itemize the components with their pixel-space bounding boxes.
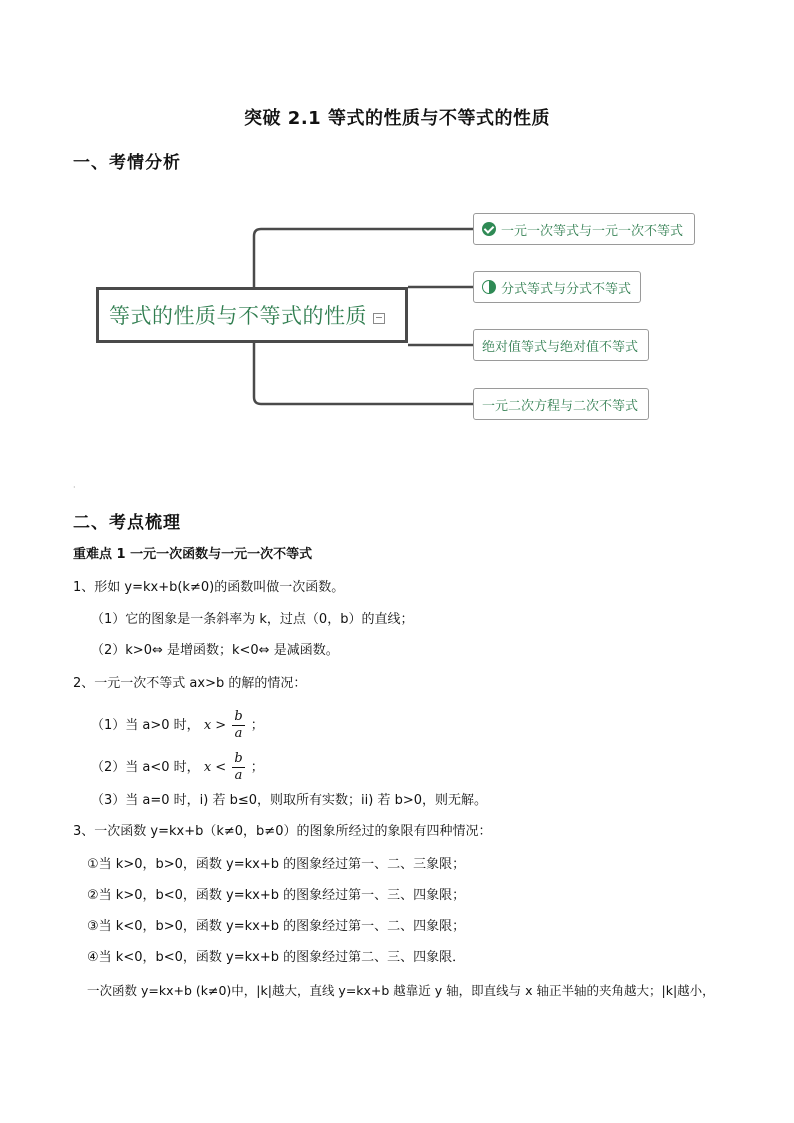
paragraph-mark: · bbox=[73, 483, 76, 492]
fraction bbox=[232, 710, 244, 741]
quadrant-case-4: ④当 k<0，b<0，函数 y=kx+b 的图象经过第二、三、四象限． bbox=[87, 950, 466, 965]
mindmap-node-absolute[interactable] bbox=[473, 329, 649, 361]
fraction-numerator: b bbox=[234, 751, 243, 766]
mindmap-branch-4 bbox=[254, 343, 473, 404]
semicolon: ； bbox=[250, 760, 264, 775]
half-circle-icon bbox=[482, 280, 496, 294]
mindmap-node-label: 绝对值等式与绝对值不等式 bbox=[482, 339, 639, 355]
section-heading-analysis: 一、考情分析 bbox=[73, 153, 181, 173]
page-title: 突破 2.1 等式的性质与不等式的性质 bbox=[244, 108, 550, 129]
note-icon[interactable] bbox=[373, 313, 385, 324]
mindmap-root-label: 等式的性质与不等式的性质 bbox=[109, 304, 367, 328]
slope-note: 一次函数 y=kx+b (k≠0)中，|k|越大，直线 y=kx+b 越靠近 y 轴，即直线与 x 轴正半轴的夹角越大；|k|越小， bbox=[87, 983, 715, 998]
case-a-zero: （3）当 a=0 时，i) 若 b≤0，则取所有实数；ii) 若 b>0，则无解。 bbox=[91, 793, 488, 808]
fraction bbox=[232, 752, 244, 783]
mindmap-node-label: 分式等式与分式不等式 bbox=[501, 281, 632, 297]
math-expression: x < bbox=[203, 760, 227, 775]
section-heading-review: 二、考点梳理 bbox=[73, 513, 181, 533]
fraction-denominator: a bbox=[234, 768, 243, 783]
mindmap-node-quadratic[interactable] bbox=[473, 388, 649, 420]
fraction-denominator: a bbox=[234, 726, 243, 741]
key-point-heading: 重难点 1 一元一次函数与一元一次不等式 bbox=[73, 547, 313, 562]
property-line-1: （1）它的图象是一条斜率为 k，过点（0，b）的直线； bbox=[91, 612, 414, 627]
quadrant-intro: 3、一次函数 y=kx+b（k≠0，b≠0）的图象所经过的象限有四种情况： bbox=[73, 824, 492, 839]
case-label: （1）当 a>0 时， bbox=[91, 718, 200, 733]
mindmap-node-label: 一元一次等式与一元一次不等式 bbox=[501, 223, 684, 239]
definition-line: 1、形如 y=kx+b(k≠0)的函数叫做一次函数。 bbox=[73, 580, 345, 595]
inequality-intro: 2、一元一次不等式 ax>b 的解的情况： bbox=[73, 676, 307, 691]
fraction-numerator: b bbox=[234, 709, 243, 724]
mindmap-root-node[interactable] bbox=[96, 287, 408, 343]
mindmap-node-fraction[interactable] bbox=[473, 271, 641, 303]
property-line-2: （2）k>0⇔ 是增函数；k<0⇔ 是减函数。 bbox=[91, 643, 339, 658]
mindmap-branch-1 bbox=[254, 229, 473, 287]
case-label: （2）当 a<0 时， bbox=[91, 760, 200, 775]
mindmap-node-label: 一元二次方程与二次不等式 bbox=[482, 398, 639, 414]
semicolon: ； bbox=[250, 718, 264, 733]
quadrant-case-3: ③当 k<0，b>0，函数 y=kx+b 的图象经过第一、二、四象限； bbox=[87, 919, 466, 934]
case-a-negative bbox=[91, 752, 264, 783]
case-a-positive bbox=[91, 710, 264, 741]
quadrant-case-2: ②当 k>0，b<0，函数 y=kx+b 的图象经过第一、三、四象限； bbox=[87, 888, 466, 903]
check-circle-icon bbox=[482, 222, 496, 236]
mindmap-node-linear[interactable] bbox=[473, 213, 695, 245]
math-expression: x > bbox=[203, 718, 227, 733]
quadrant-case-1: ①当 k>0，b>0，函数 y=kx+b 的图象经过第一、二、三象限； bbox=[87, 857, 466, 872]
